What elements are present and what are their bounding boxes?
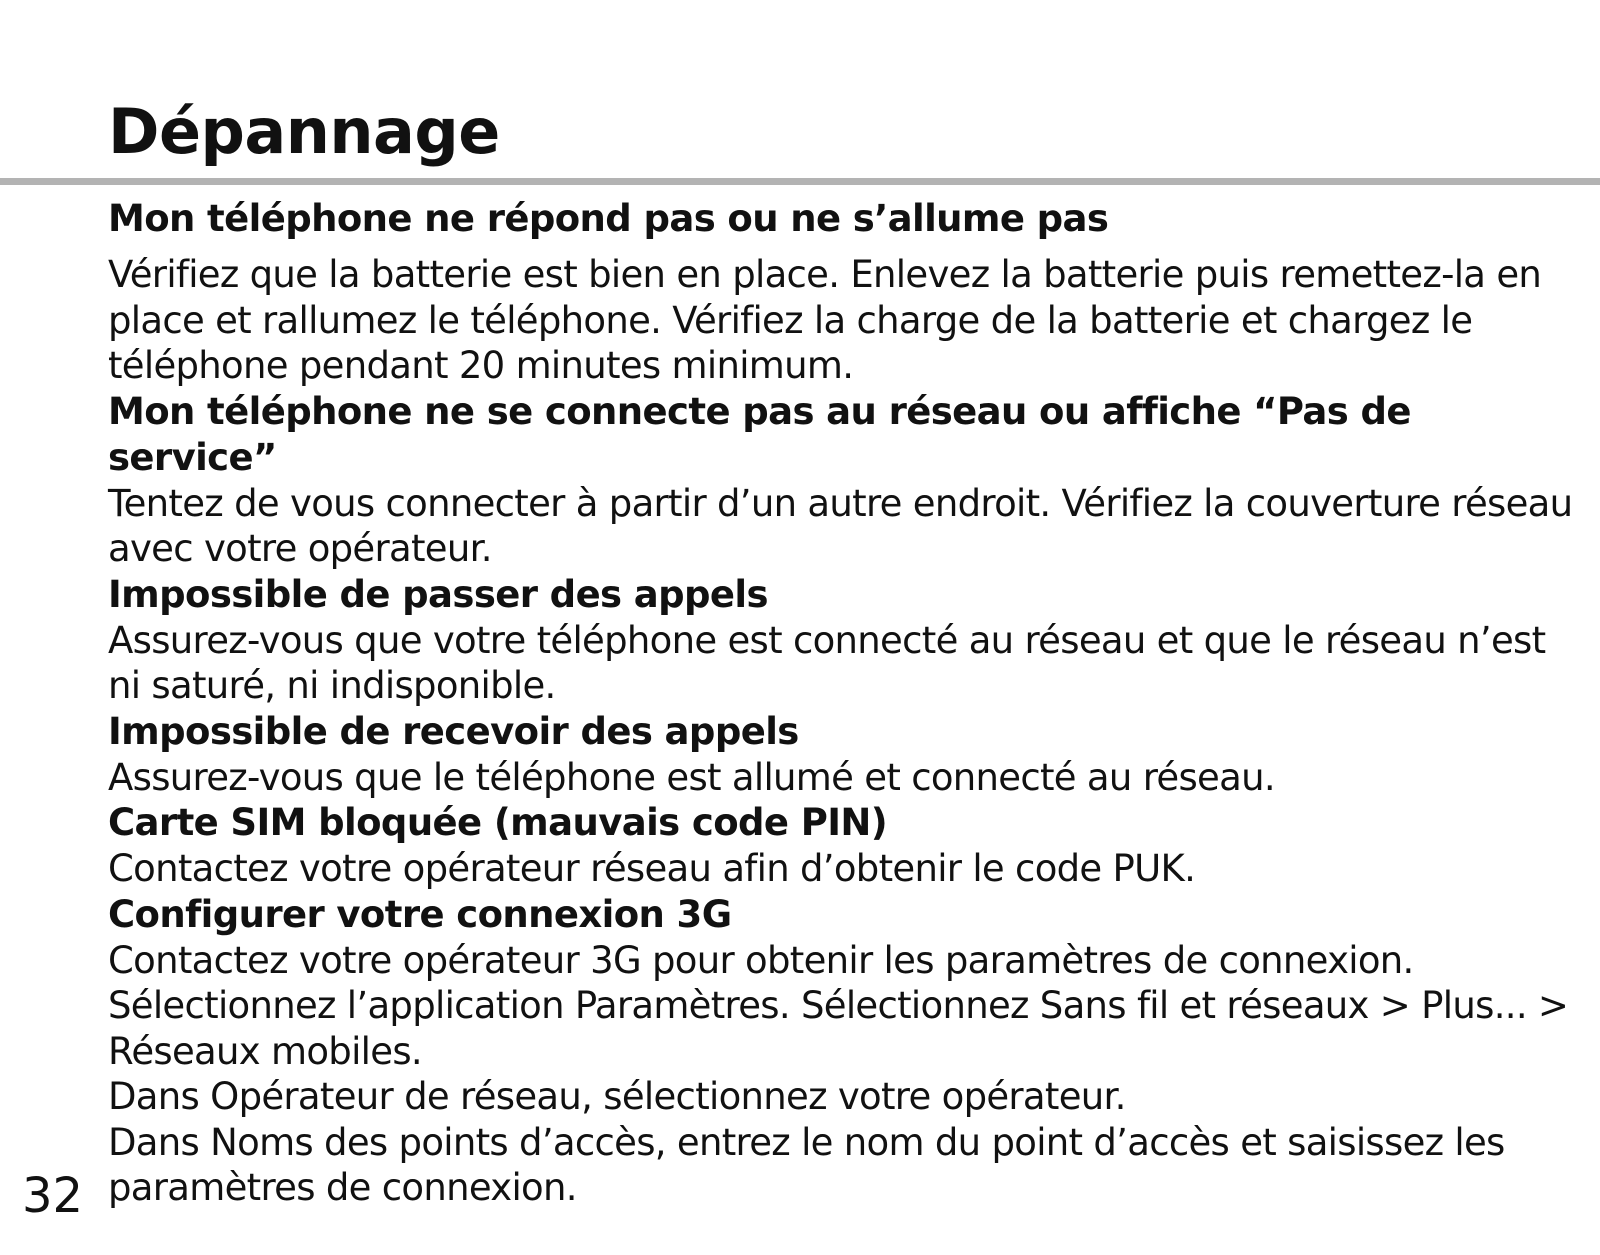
section-cannot-receive <box>108 709 1588 801</box>
section-paragraph: Assurez-vous que le téléphone est allumé et connecté au réseau. <box>108 755 1275 799</box>
section-cannot-call <box>108 572 1588 709</box>
section-heading: Carte SIM bloquée (mauvais code PIN) <box>108 801 888 844</box>
title-divider <box>0 178 1600 185</box>
section-heading: Configurer votre connexion 3G <box>108 892 732 936</box>
section-paragraph: Tentez de vous connecter à partir d’un autre endroit. Vérifiez la couverture réseau avec votre opérateur. <box>108 481 1573 570</box>
section-not-responding <box>108 196 1588 389</box>
section-heading: Impossible de passer des appels <box>108 572 768 616</box>
section-heading: Mon téléphone ne se connecte pas au réseau ou affiche “Pas de service” <box>108 389 1411 479</box>
section-no-network <box>108 389 1588 572</box>
section-paragraph: Dans Noms des points d’accès, entrez le nom du point d’accès et saisissez les paramètres de connexion. <box>108 1120 1505 1209</box>
section-3g-setup <box>108 892 1588 1211</box>
section-paragraph: Contactez votre opérateur 3G pour obtenir les paramètres de connexion. Sélectionnez l’application Paramètres. Sélectionnez Sans fil et réseaux > Plus... > Réseaux mobiles. <box>108 938 1569 1073</box>
page-title: Dépannage <box>108 95 500 168</box>
page-number: 32 <box>22 1168 84 1224</box>
section-paragraph: Vérifiez que la batterie est bien en place. Enlevez la batterie puis remettez-la en place et rallumez le téléphone. Vérifiez la charge de la batterie et chargez le téléphone pendant 20 minutes minimum. <box>108 253 1542 387</box>
troubleshooting-content <box>108 196 1588 1211</box>
section-paragraph: Assurez-vous que votre téléphone est connecté au réseau et que le réseau n’est ni saturé, ni indisponible. <box>108 618 1546 707</box>
section-paragraph: Contactez votre opérateur réseau afin d’obtenir le code PUK. <box>108 847 1196 890</box>
section-heading: Impossible de recevoir des appels <box>108 709 799 753</box>
section-sim-blocked <box>108 800 1588 892</box>
section-heading: Mon téléphone ne répond pas ou ne s’allume pas <box>108 197 1109 240</box>
section-paragraph: Dans Opérateur de réseau, sélectionnez votre opérateur. <box>108 1075 1126 1118</box>
